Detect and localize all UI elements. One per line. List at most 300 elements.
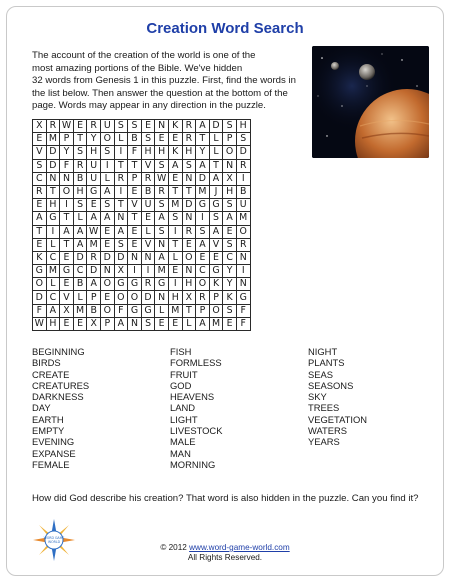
grid-cell[interactable]: A [196, 120, 210, 133]
grid-cell[interactable]: R [236, 238, 250, 251]
grid-cell[interactable]: U [87, 159, 101, 172]
grid-cell[interactable]: E [223, 317, 237, 330]
grid-cell[interactable]: R [114, 172, 128, 185]
grid-cell[interactable]: N [60, 172, 74, 185]
grid-cell[interactable]: E [60, 317, 74, 330]
grid-cell[interactable]: W [60, 120, 74, 133]
grid-cell[interactable]: V [128, 199, 142, 212]
grid-cell[interactable]: S [141, 317, 155, 330]
grid-cell[interactable]: H [168, 291, 182, 304]
grid-row [33, 291, 251, 304]
grid-cell[interactable]: Y [196, 146, 210, 159]
grid-cell[interactable]: X [60, 304, 74, 317]
grid-cell[interactable]: H [46, 199, 60, 212]
grid-cell[interactable]: P [100, 317, 114, 330]
grid-cell[interactable]: H [182, 278, 196, 291]
grid-cell[interactable]: D [100, 251, 114, 264]
grid-cell[interactable]: G [87, 185, 101, 198]
grid-cell[interactable]: L [209, 146, 223, 159]
grid-cell[interactable]: A [196, 238, 210, 251]
grid-cell[interactable]: S [223, 304, 237, 317]
grid-cell[interactable]: E [168, 172, 182, 185]
grid-cell[interactable]: X [182, 291, 196, 304]
grid-cell[interactable]: M [209, 317, 223, 330]
grid-cell[interactable]: F [33, 304, 47, 317]
grid-cell[interactable]: E [60, 251, 74, 264]
grid-cell[interactable]: R [236, 159, 250, 172]
grid-cell[interactable]: T [182, 185, 196, 198]
grid-cell[interactable]: N [128, 251, 142, 264]
grid-cell[interactable]: I [236, 172, 250, 185]
grid-cell[interactable]: H [223, 185, 237, 198]
grid-cell[interactable]: T [73, 133, 87, 146]
word-list-item: SEAS [308, 368, 334, 380]
grid-cell[interactable]: E [87, 199, 101, 212]
grid-cell[interactable]: O [223, 146, 237, 159]
grid-cell[interactable]: G [46, 212, 60, 225]
grid-cell[interactable]: S [182, 159, 196, 172]
grid-cell[interactable]: Y [87, 133, 101, 146]
grid-cell[interactable]: O [196, 278, 210, 291]
grid-cell[interactable]: Y [223, 265, 237, 278]
grid-cell[interactable]: G [33, 265, 47, 278]
grid-row [33, 120, 251, 133]
word-list-item: NIGHT [308, 346, 338, 357]
grid-cell[interactable]: S [236, 133, 250, 146]
grid-cell[interactable]: K [168, 146, 182, 159]
grid-cell[interactable]: G [209, 199, 223, 212]
grid-cell[interactable]: H [46, 317, 60, 330]
grid-cell[interactable]: H [73, 185, 87, 198]
grid-row [33, 212, 251, 225]
grid-cell[interactable]: N [100, 265, 114, 278]
grid-cell[interactable]: L [73, 291, 87, 304]
grid-cell[interactable]: B [87, 304, 101, 317]
grid-cell[interactable]: I [60, 199, 74, 212]
grid-cell[interactable]: S [100, 146, 114, 159]
grid-cell[interactable]: A [114, 317, 128, 330]
grid-cell[interactable]: A [73, 238, 87, 251]
grid-cell[interactable]: K [209, 278, 223, 291]
grid-cell[interactable]: E [128, 238, 142, 251]
grid-row [33, 304, 251, 317]
grid-cell[interactable]: D [87, 265, 101, 278]
grid-cell[interactable]: G [60, 265, 74, 278]
grid-cell[interactable]: N [236, 278, 250, 291]
grid-cell[interactable]: N [155, 291, 169, 304]
grid-cell[interactable]: E [196, 251, 210, 264]
grid-cell[interactable]: L [46, 238, 60, 251]
grid-cell[interactable]: K [168, 120, 182, 133]
grid-cell[interactable]: E [168, 265, 182, 278]
grid-cell[interactable]: A [73, 225, 87, 238]
grid-cell[interactable]: O [100, 304, 114, 317]
grid-cell[interactable]: S [114, 238, 128, 251]
grid-cell[interactable]: U [236, 199, 250, 212]
grid-row [33, 199, 251, 212]
grid-cell[interactable]: M [236, 212, 250, 225]
intro-line: 32 words from Genesis 1 in this puzzle. First, find the words in [32, 75, 296, 87]
grid-cell[interactable]: D [182, 199, 196, 212]
grid-cell[interactable]: O [128, 291, 142, 304]
grid-cell[interactable]: A [155, 212, 169, 225]
grid-cell[interactable]: O [60, 185, 74, 198]
grid-cell[interactable]: C [73, 265, 87, 278]
grid-cell[interactable]: N [182, 172, 196, 185]
grid-cell[interactable]: D [73, 251, 87, 264]
grid-cell[interactable]: T [196, 133, 210, 146]
grid-cell[interactable]: P [196, 304, 210, 317]
grid-cell[interactable]: R [46, 120, 60, 133]
grid-cell[interactable]: S [223, 238, 237, 251]
grid-cell[interactable]: S [223, 120, 237, 133]
word-list-item: LIGHT [170, 413, 198, 425]
grid-cell[interactable]: I [141, 265, 155, 278]
grid-cell[interactable]: E [73, 120, 87, 133]
grid-cell[interactable]: N [182, 212, 196, 225]
grid-cell[interactable]: M [155, 265, 169, 278]
site-link[interactable]: www.word-game-world.com [189, 543, 290, 552]
grid-cell[interactable]: D [141, 291, 155, 304]
grid-cell[interactable]: E [141, 212, 155, 225]
grid-cell[interactable]: K [223, 291, 237, 304]
grid-cell[interactable]: I [100, 159, 114, 172]
grid-cell[interactable]: E [182, 238, 196, 251]
grid-cell[interactable]: F [60, 159, 74, 172]
grid-cell[interactable]: N [46, 172, 60, 185]
grid-cell[interactable]: S [209, 212, 223, 225]
grid-cell[interactable]: N [114, 212, 128, 225]
grid-cell[interactable]: L [100, 172, 114, 185]
grid-cell[interactable]: T [33, 225, 47, 238]
grid-cell[interactable]: F [128, 146, 142, 159]
grid-cell[interactable]: P [87, 291, 101, 304]
grid-cell[interactable]: B [236, 185, 250, 198]
grid-cell[interactable]: I [128, 265, 142, 278]
grid-cell[interactable]: C [196, 265, 210, 278]
grid-cell[interactable]: B [73, 172, 87, 185]
grid-cell[interactable]: N [155, 120, 169, 133]
grid-cell[interactable]: R [87, 251, 101, 264]
grid-cell[interactable]: H [155, 146, 169, 159]
grid-cell[interactable]: A [46, 304, 60, 317]
grid-cell[interactable]: S [168, 212, 182, 225]
grid-cell[interactable]: E [100, 225, 114, 238]
grid-cell[interactable]: D [46, 146, 60, 159]
grid-cell[interactable]: X [114, 265, 128, 278]
grid-cell[interactable]: X [87, 317, 101, 330]
grid-row [33, 172, 251, 185]
grid-cell[interactable]: O [236, 225, 250, 238]
grid-cell[interactable]: F [236, 317, 250, 330]
word-list-item: PLANTS [308, 357, 345, 369]
grid-cell[interactable]: L [209, 133, 223, 146]
grid-cell[interactable]: E [155, 133, 169, 146]
grid-cell[interactable]: T [182, 304, 196, 317]
grid-cell[interactable]: T [168, 238, 182, 251]
grid-cell[interactable]: V [60, 291, 74, 304]
grid-cell[interactable]: I [236, 265, 250, 278]
svg-text:WORD GAME: WORD GAME [43, 536, 65, 540]
word-list-item: DAY [32, 402, 51, 414]
grid-cell[interactable]: G [155, 278, 169, 291]
page-title: Creation Word Search [146, 20, 304, 37]
grid-cell[interactable]: N [182, 265, 196, 278]
grid-cell[interactable]: W [87, 225, 101, 238]
word-list-item: BIRDS [32, 357, 61, 369]
grid-cell[interactable]: R [73, 159, 87, 172]
grid-cell[interactable]: P [128, 172, 142, 185]
grid-cell[interactable]: B [73, 278, 87, 291]
grid-cell[interactable]: L [168, 251, 182, 264]
word-list-item: EARTH [32, 413, 64, 425]
grid-cell[interactable]: A [209, 172, 223, 185]
word-list-item: BEGINNING [32, 346, 85, 357]
grid-cell[interactable]: S [155, 199, 169, 212]
grid-cell[interactable]: C [223, 251, 237, 264]
word-list-item: LIVESTOCK [170, 425, 223, 437]
grid-cell[interactable]: Y [223, 278, 237, 291]
grid-cell[interactable]: D [33, 291, 47, 304]
grid-cell[interactable]: O [209, 304, 223, 317]
grid-cell[interactable]: S [128, 120, 142, 133]
grid-cell[interactable]: A [168, 159, 182, 172]
grid-cell[interactable]: J [209, 185, 223, 198]
grid-cell[interactable]: S [196, 225, 210, 238]
grid-cell[interactable]: T [60, 238, 74, 251]
word-list-column-1 [32, 346, 89, 470]
grid-cell[interactable]: L [46, 278, 60, 291]
grid-cell[interactable]: H [141, 146, 155, 159]
word-search-grid [32, 119, 251, 331]
grid-cell[interactable]: R [182, 120, 196, 133]
word-list-item: EVENING [32, 436, 75, 448]
grid-cell[interactable]: M [196, 185, 210, 198]
grid-cell[interactable]: R [87, 120, 101, 133]
grid-cell[interactable]: G [209, 265, 223, 278]
grid-cell[interactable]: L [182, 317, 196, 330]
grid-cell[interactable]: E [168, 133, 182, 146]
grid-cell[interactable]: G [236, 291, 250, 304]
grid-cell[interactable]: T [60, 212, 74, 225]
grid-cell[interactable]: S [73, 199, 87, 212]
grid-cell[interactable]: A [87, 212, 101, 225]
grid-cell[interactable]: V [209, 238, 223, 251]
grid-cell[interactable]: I [196, 212, 210, 225]
grid-cell[interactable]: V [141, 238, 155, 251]
word-list-item: WATERS [308, 425, 348, 437]
grid-cell[interactable]: E [141, 120, 155, 133]
grid-cell[interactable]: A [33, 212, 47, 225]
grid-cell[interactable]: A [100, 212, 114, 225]
grid-cell[interactable]: B [128, 133, 142, 146]
grid-cell[interactable]: C [46, 251, 60, 264]
grid-cell[interactable]: T [209, 159, 223, 172]
word-list-item: CREATE [32, 368, 70, 380]
grid-cell[interactable]: E [73, 317, 87, 330]
grid-row [33, 133, 251, 146]
grid-cell[interactable]: T [168, 185, 182, 198]
grid-cell[interactable]: I [168, 225, 182, 238]
grid-row [33, 265, 251, 278]
grid-cell[interactable]: R [141, 172, 155, 185]
grid-cell[interactable]: C [46, 291, 60, 304]
grid-cell[interactable]: D [209, 120, 223, 133]
grid-cell[interactable]: E [33, 238, 47, 251]
grid-cell[interactable]: S [223, 199, 237, 212]
grid-cell[interactable]: M [168, 304, 182, 317]
grid-cell[interactable]: E [60, 278, 74, 291]
grid-cell[interactable]: U [87, 172, 101, 185]
grid-cell[interactable]: I [114, 146, 128, 159]
grid-cell[interactable]: A [155, 251, 169, 264]
word-list-item: MORNING [170, 458, 216, 470]
grid-row [33, 225, 251, 238]
grid-cell[interactable]: W [155, 172, 169, 185]
grid-cell[interactable]: O [114, 291, 128, 304]
word-list-item: VEGETATION [308, 413, 368, 425]
grid-cell[interactable]: M [168, 199, 182, 212]
grid-cell[interactable]: O [100, 278, 114, 291]
grid-cell[interactable]: R [182, 133, 196, 146]
grid-cell[interactable]: S [141, 133, 155, 146]
grid-cell[interactable]: A [87, 278, 101, 291]
grid-cell[interactable]: O [33, 278, 47, 291]
grid-cell[interactable]: T [128, 212, 142, 225]
grid-cell[interactable]: M [46, 133, 60, 146]
grid-cell[interactable]: H [236, 120, 250, 133]
grid-cell[interactable]: U [141, 199, 155, 212]
grid-cell[interactable]: L [114, 133, 128, 146]
grid-cell[interactable]: A [223, 212, 237, 225]
grid-cell[interactable]: L [73, 212, 87, 225]
grid-cell[interactable]: R [182, 225, 196, 238]
grid-cell[interactable]: A [114, 225, 128, 238]
grid-cell[interactable]: R [155, 185, 169, 198]
grid-cell[interactable]: G [128, 304, 142, 317]
grid-cell[interactable]: F [114, 304, 128, 317]
grid-cell[interactable]: E [209, 251, 223, 264]
grid-cell[interactable]: T [128, 159, 142, 172]
grid-cell[interactable]: R [141, 278, 155, 291]
grid-cell[interactable]: T [114, 159, 128, 172]
grid-cell[interactable]: H [182, 146, 196, 159]
grid-cell[interactable]: L [155, 304, 169, 317]
grid-cell[interactable]: S [155, 225, 169, 238]
grid-cell[interactable]: A [100, 185, 114, 198]
grid-cell[interactable]: A [209, 225, 223, 238]
grid-cell[interactable]: I [168, 278, 182, 291]
grid-cell[interactable]: A [196, 159, 210, 172]
grid-cell[interactable]: X [33, 120, 47, 133]
grid-cell[interactable]: E [128, 185, 142, 198]
word-list-item: FORMLESS [170, 357, 222, 369]
word-list-item: SEASONS [308, 379, 354, 391]
grid-cell[interactable]: O [182, 251, 196, 264]
grid-cell[interactable]: M [73, 304, 87, 317]
grid-cell[interactable]: Y [60, 146, 74, 159]
grid-cell[interactable]: V [141, 159, 155, 172]
grid-cell[interactable]: V [33, 146, 47, 159]
grid-cell[interactable]: P [209, 291, 223, 304]
grid-cell[interactable]: I [114, 185, 128, 198]
intro-line: most amazing portions of the Bible. We've hidden [32, 62, 243, 74]
grid-cell[interactable]: R [33, 185, 47, 198]
word-list-item: FISH [170, 346, 192, 357]
grid-cell[interactable]: P [223, 133, 237, 146]
grid-cell[interactable]: W [33, 317, 47, 330]
grid-cell[interactable]: K [33, 251, 47, 264]
copyright-line [0, 543, 450, 553]
grid-row [33, 159, 251, 172]
grid-cell[interactable]: B [141, 185, 155, 198]
grid-cell[interactable]: N [141, 251, 155, 264]
grid-cell[interactable]: T [46, 185, 60, 198]
grid-cell[interactable]: S [33, 159, 47, 172]
grid-cell[interactable]: D [196, 172, 210, 185]
word-list-item: HEAVENS [170, 391, 215, 403]
grid-cell[interactable]: F [236, 304, 250, 317]
word-list-item: FRUIT [170, 368, 198, 380]
grid-cell[interactable]: N [223, 159, 237, 172]
grid-cell[interactable]: E [100, 238, 114, 251]
word-list-item: MALE [170, 436, 196, 448]
grid-cell[interactable]: G [196, 199, 210, 212]
grid-cell[interactable]: S [73, 146, 87, 159]
grid-cell[interactable]: E [155, 317, 169, 330]
grid-cell[interactable]: T [114, 199, 128, 212]
word-list-item: YEARS [308, 436, 340, 448]
grid-cell[interactable]: N [128, 317, 142, 330]
grid-cell[interactable]: A [60, 225, 74, 238]
grid-cell[interactable]: H [87, 146, 101, 159]
grid-cell[interactable]: E [128, 225, 142, 238]
grid-cell[interactable]: E [33, 199, 47, 212]
grid-cell[interactable]: X [223, 172, 237, 185]
rights-text: All Rights Reserved. [187, 553, 263, 562]
grid-cell[interactable]: U [100, 120, 114, 133]
grid-cell[interactable]: M [87, 238, 101, 251]
grid-cell[interactable]: C [33, 172, 47, 185]
grid-cell[interactable]: D [46, 159, 60, 172]
grid-cell[interactable]: D [114, 251, 128, 264]
grid-cell[interactable]: G [128, 278, 142, 291]
grid-cell[interactable]: G [141, 304, 155, 317]
grid-cell[interactable]: E [33, 133, 47, 146]
grid-cell[interactable]: A [196, 317, 210, 330]
grid-cell[interactable]: M [46, 265, 60, 278]
grid-cell[interactable]: S [114, 120, 128, 133]
grid-cell[interactable]: R [196, 291, 210, 304]
planets-icon [312, 46, 429, 158]
grid-cell[interactable]: N [236, 251, 250, 264]
grid-cell[interactable]: L [141, 225, 155, 238]
grid-cell[interactable]: S [155, 159, 169, 172]
grid-cell[interactable]: D [236, 146, 250, 159]
grid-cell[interactable]: N [155, 238, 169, 251]
grid-cell[interactable]: E [168, 317, 182, 330]
grid-cell[interactable]: O [100, 133, 114, 146]
grid-cell[interactable]: E [100, 291, 114, 304]
grid-cell[interactable]: P [60, 133, 74, 146]
grid-cell[interactable]: E [223, 225, 237, 238]
grid-cell[interactable]: G [114, 278, 128, 291]
grid-cell[interactable]: I [46, 225, 60, 238]
grid-cell[interactable]: S [100, 199, 114, 212]
space-planets-image [312, 46, 429, 158]
intro-line: The account of the creation of the world is one of the [32, 50, 256, 61]
word-list-item: TREES [308, 402, 340, 414]
